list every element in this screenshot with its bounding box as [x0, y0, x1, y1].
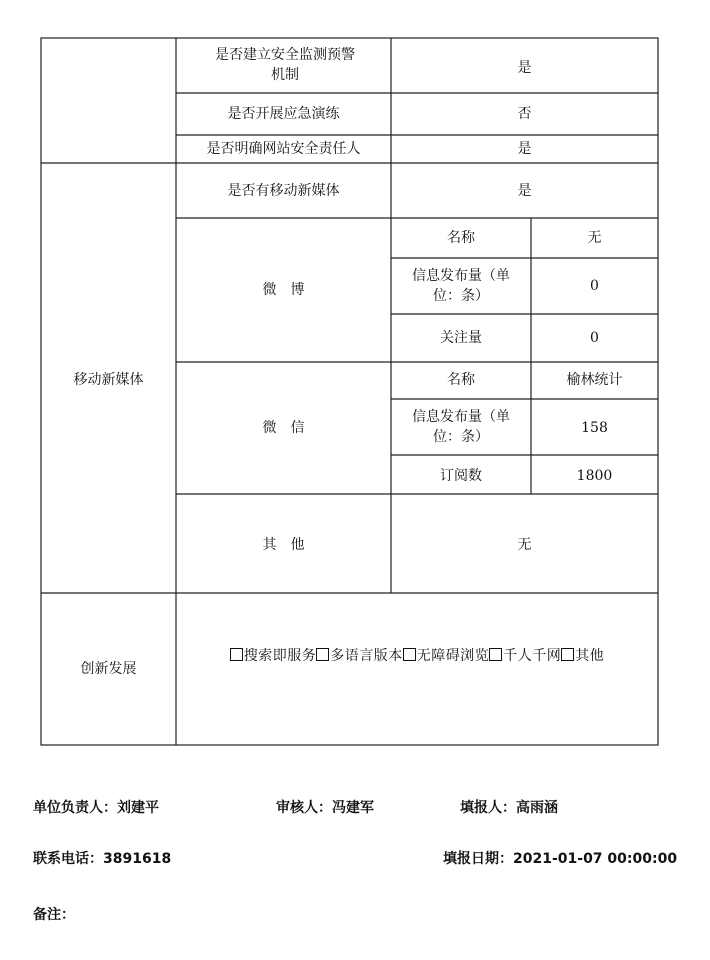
security-responsible-label: 是否明确网站安全责任人 [206, 141, 361, 157]
report-date: 填报日期：2021-01-07 00:00:00 [443, 851, 678, 867]
weibo-followers-label: 关注量 [440, 330, 482, 346]
wechat-posts-label: 信息发布量（单位：条） [412, 409, 510, 445]
weibo-posts-value: 0 [590, 278, 599, 294]
contact-phone: 联系电话：3891618 [33, 851, 172, 867]
warning-mechanism-value: 是 [517, 60, 532, 76]
remark: 备注： [33, 907, 75, 923]
checkbox-icon[interactable] [316, 648, 329, 661]
reviewer: 审核人：冯建军 [276, 800, 374, 816]
has-mobile-media-label: 是否有移动新媒体 [227, 183, 340, 199]
wechat-label: 微 信 [262, 420, 305, 436]
weibo-posts-label: 信息发布量（单位：条） [412, 268, 510, 304]
innovation-option[interactable]: 多语言版本 [316, 648, 403, 664]
innovation-option[interactable]: 无障碍浏览 [403, 648, 490, 664]
innovation-section-label: 创新发展 [80, 661, 137, 677]
wechat-subscribers-label: 订阅数 [440, 468, 482, 484]
warning-mechanism-label: 是否建立安全监测预警机制 [215, 47, 355, 83]
other-media-value: 无 [517, 537, 532, 553]
checkbox-icon[interactable] [561, 648, 574, 661]
mobile-media-section-label: 移动新媒体 [73, 372, 144, 388]
wechat-subscribers-value: 1800 [576, 468, 613, 484]
checkbox-icon[interactable] [230, 648, 243, 661]
emergency-drill-label: 是否开展应急演练 [227, 106, 340, 122]
checkbox-icon[interactable] [489, 648, 502, 661]
wechat-name-label: 名称 [447, 372, 475, 388]
has-mobile-media-value: 是 [517, 183, 532, 199]
wechat-posts-value: 158 [581, 420, 608, 436]
wechat-name-value: 榆林统计 [566, 372, 623, 388]
innovation-option[interactable]: 其他 [561, 648, 604, 664]
innovation-option[interactable]: 搜索即服务 [230, 648, 317, 664]
weibo-followers-value: 0 [590, 330, 599, 346]
filler: 填报人：高雨涵 [460, 800, 558, 816]
innovation-option[interactable]: 千人千网 [489, 648, 561, 664]
weibo-label: 微 博 [262, 282, 305, 298]
checkbox-icon[interactable] [403, 648, 416, 661]
unit-head: 单位负责人：刘建平 [33, 800, 159, 816]
innovation-options [176, 645, 658, 665]
weibo-name-value: 无 [587, 230, 602, 246]
emergency-drill-value: 否 [517, 106, 532, 122]
weibo-name-label: 名称 [447, 230, 475, 246]
other-media-label: 其 他 [262, 537, 305, 553]
security-responsible-value: 是 [517, 141, 532, 157]
